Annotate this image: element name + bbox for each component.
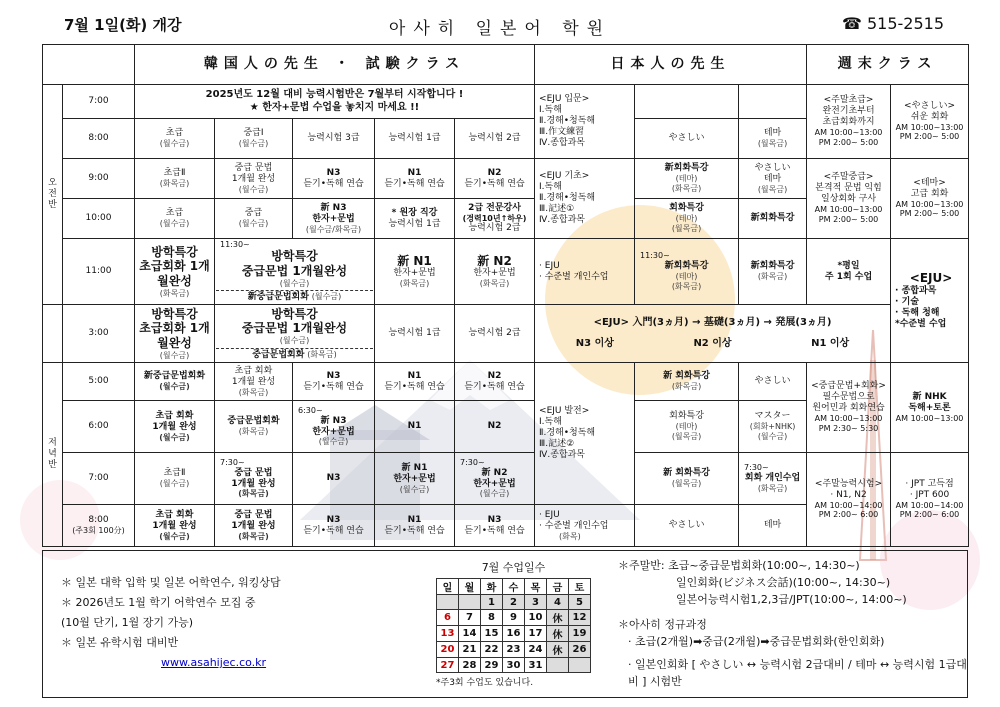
- class-cell: 7:30~ 중급 문법 1개월 완성 (화목금): [215, 453, 293, 505]
- weekday-header: 월: [459, 579, 481, 595]
- calendar-grid: [436, 578, 591, 673]
- calendar-day: 休: [547, 642, 569, 658]
- class-cell: 능력시험 1급: [375, 305, 455, 363]
- calendar-day: 28: [459, 658, 481, 673]
- class-cell: 6:30~ 新 N3 한자+문법 (월수금): [293, 401, 375, 453]
- time-cell: 9:00: [63, 159, 135, 199]
- time-cell: 8:00: [63, 119, 135, 159]
- calendar-day: [569, 658, 591, 673]
- weekend-header: 週末クラス: [807, 45, 969, 85]
- course-path: · 초급(2개월)➡중급(2개월)➡중급문법회화(한인회화): [628, 635, 885, 648]
- class-cell: やさしい: [635, 119, 739, 159]
- class-cell: 중급Ⅰ (월수금): [215, 119, 293, 159]
- calendar-day: 15: [481, 626, 503, 642]
- class-cell: 회화특강 (테마) (월목금): [635, 199, 739, 239]
- calendar-day: 12: [569, 610, 591, 626]
- class-cell: やさしい: [739, 363, 807, 401]
- calendar-day: 24: [525, 642, 547, 658]
- class-cell: 新 N1 한자+문법 (화목금): [375, 239, 455, 305]
- calendar-day: 14: [459, 626, 481, 642]
- class-cell: 新 회화특강 (화목금): [635, 363, 739, 401]
- class-cell: 테마: [739, 505, 807, 547]
- schedule-table: [42, 44, 969, 547]
- japanese-teacher-header: 日本人の先生: [535, 45, 807, 85]
- class-cell: 新회화특강: [739, 199, 807, 239]
- note-item: ＊ 일본 대학 입학 및 일본 어학연수, 워킹상담: [61, 576, 281, 589]
- july-calendar: [436, 559, 591, 688]
- calendar-day: 休: [547, 610, 569, 626]
- class-cell: 초급 (월수금): [135, 119, 215, 159]
- class-cell: 중급문법회화 (화목금): [215, 401, 293, 453]
- morning-side-label: 오 전 반: [43, 85, 63, 305]
- class-cell: 초급 회화 1개월 완성 (월수금): [135, 505, 215, 547]
- class-cell: 新 N1 한자+문법 (월수금): [375, 453, 455, 505]
- weekend-easy-cell: <やさしい> 쉬운 회화 AM 10:00~13:00 PM 2:00~ 5:00: [891, 85, 969, 159]
- class-cell: N2: [455, 401, 535, 453]
- eju-cell: · EJU · 수준별 개인수업 (화목): [535, 505, 635, 547]
- class-cell: N3: [293, 453, 375, 505]
- class-cell: 新회화특강 (테마) (화목금): [635, 159, 739, 199]
- weekend-class-note: 일인회화(ビジネス会話)(10:00~, 14:30~): [676, 576, 891, 589]
- time-cell: 6:00: [63, 401, 135, 453]
- weekend-theme-cell: <테마> 고급 회화 AM 10:00~13:00 PM 2:00~ 5:00: [891, 159, 969, 239]
- note-item: ＊ 2026년도 1월 학기 어학연수 모집 중: [61, 596, 256, 609]
- eju-path-cell: <EJU> 入門(3ヵ月) → 基礎(3ヵ月) → 発展(3ヵ月) N3 이상 N2 이상 N1 이상: [535, 305, 891, 363]
- class-cell: 新 회화특강 (월목금): [635, 453, 739, 505]
- class-cell: 방학특강 초급회화 1개월완성 (월수금): [135, 305, 215, 363]
- class-cell: 초급 회화 1개월 완성 (월수금): [135, 401, 215, 453]
- calendar-day: 16: [503, 626, 525, 642]
- calendar-day: 9: [503, 610, 525, 626]
- eju-intro-cell: <EJU 입문> Ⅰ.독해 Ⅱ.경해•청독해 Ⅲ.作文練習 Ⅳ.종합과목: [535, 85, 635, 159]
- note-item: ＊ 일본 유학시험 대비반: [61, 636, 179, 649]
- class-cell: 11:30~ 방학특강 중급문법 1개월완성 (월수금) 新중급문법회화 (월수금): [215, 239, 375, 305]
- weekday-header: 토: [569, 579, 591, 595]
- time-cell: 7:00: [63, 85, 135, 119]
- class-cell: 7:30~ 新 N2 한자+문법 (월수금): [455, 453, 535, 505]
- time-cell: 5:00: [63, 363, 135, 401]
- calendar-day: [459, 595, 481, 610]
- class-cell: 회화특강 (테마) (월목금): [635, 401, 739, 453]
- class-cell: やさしい 테마 (월목금): [739, 159, 807, 199]
- corner-cell: [43, 45, 135, 85]
- calendar-day: 27: [437, 658, 459, 673]
- class-cell: 新 N2 한자+문법 (화목금): [455, 239, 535, 305]
- calendar-day: 4: [547, 595, 569, 610]
- evening-side-label: 저 녁 반: [43, 363, 63, 547]
- class-cell: 중급 (월수금): [215, 199, 293, 239]
- note-item: (10월 단기, 1월 장기 가능): [61, 616, 194, 629]
- weekend-jpt-cell: · JPT 고득점 · JPT 600 AM 10:00~14:00 PM 2:00~ 6:00: [891, 453, 969, 547]
- notes-list: [61, 573, 281, 673]
- calendar-day: 5: [569, 595, 591, 610]
- calendar-day: 3: [525, 595, 547, 610]
- time-cell: 3:00: [63, 305, 135, 363]
- class-cell: 초급 회화 1개월 완성 (화목금): [215, 363, 293, 401]
- class-cell: 중급 문법 1개월 완성 (월수금): [215, 159, 293, 199]
- weekday-header: 금: [547, 579, 569, 595]
- calendar-day: 23: [503, 642, 525, 658]
- class-cell: マスター (회화+NHK) (월수금): [739, 401, 807, 453]
- class-cell: やさしい: [635, 505, 739, 547]
- weekend-eju-cell: <EJU> · 종합과목 · 기술 · 독해 청해 *수준별 수업: [891, 239, 969, 363]
- weekend-grammar-cell: <중급문법+회화> 필수문법으로 원어민과 회화연습 AM 10:00~13:00 PM 2:30~ 5:30: [807, 363, 891, 453]
- calendar-day: 26: [569, 642, 591, 658]
- class-cell: 新회화특강 (화목금): [739, 239, 807, 305]
- korean-teacher-header: 韓国人の先生 ・ 試験クラス: [135, 45, 535, 85]
- calendar-note: *주3회 수업도 있습니다.: [436, 678, 534, 688]
- time-cell: 10:00: [63, 199, 135, 239]
- class-cell: * 원장 직강 능력시험 1급: [375, 199, 455, 239]
- calendar-day: 20: [437, 642, 459, 658]
- calendar-day: 31: [525, 658, 547, 673]
- class-cell: N1 듣기•독해 연습: [375, 363, 455, 401]
- class-cell: 능력시험 1급: [375, 119, 455, 159]
- time-cell: 11:00: [63, 239, 135, 305]
- calendar-day: 10: [525, 610, 547, 626]
- class-cell: 新 N3 한자+문법 (월수금/화목금): [293, 199, 375, 239]
- calendar-day: [437, 595, 459, 610]
- class-cell: N1 듣기•독해 연습: [375, 505, 455, 547]
- calendar-day: [547, 658, 569, 673]
- weekday-header: 수: [503, 579, 525, 595]
- weekend-intermediate-cell: <주말중급> 본격적 문법 익힘 일상회화 구사 AM 10:00~13:00 PM 2:00~ 5:00: [807, 159, 891, 239]
- class-cell: 방학특강 초급회화 1개월완성 (화목금): [135, 239, 215, 305]
- calendar-day: 8: [481, 610, 503, 626]
- time-cell: 8:00 (주3회 100分): [63, 505, 135, 547]
- empty-cell: [739, 85, 807, 119]
- calendar-day: 1: [481, 595, 503, 610]
- class-cell: N3 듣기•독해 연습: [293, 363, 375, 401]
- regular-course-title: ＊아사히 정규과정: [618, 618, 707, 631]
- class-cell: 新중급문법회화 (월수금): [135, 363, 215, 401]
- calendar-day: 2: [503, 595, 525, 610]
- eju-advanced-cell: <EJU 발전> Ⅰ.독해 Ⅱ.경해•청독해 Ⅲ.記述② Ⅳ.종합과목: [535, 363, 635, 505]
- class-cell: N2 듣기•독해 연습: [455, 363, 535, 401]
- class-cell: N3 듣기•독해 연습: [293, 505, 375, 547]
- class-cell: N2 듣기•독해 연습: [455, 159, 535, 199]
- weekend-class-note: 일본어능력시험1,2,3급/JPT(10:00~, 14:00~): [676, 593, 907, 606]
- calendar-day: 29: [481, 658, 503, 673]
- class-cell: 테마 (월목금): [739, 119, 807, 159]
- calendar-day: 17: [525, 626, 547, 642]
- calendar-day: 6: [437, 610, 459, 626]
- class-cell: 능력시험 2급: [455, 119, 535, 159]
- class-cell: 능력시험 3급: [293, 119, 375, 159]
- weekend-jlpt-cell: <주말능력시험> · N1, N2 AM 10:00~14:00 PM 2:00~ 6:00: [807, 453, 891, 547]
- weekend-class-note: ＊주말반: 초급~중급문법회화(10:00~, 14:30~): [618, 559, 860, 572]
- calendar-day: 30: [503, 658, 525, 673]
- course-notes: [618, 557, 967, 690]
- school-name: 아사히 일본어 학원: [388, 19, 612, 39]
- class-cell: N3 듣기•독해 연습: [455, 505, 535, 547]
- calendar-title: 7월 수업일수: [481, 561, 546, 574]
- eju-basic-cell: <EJU 기초> Ⅰ.독해 Ⅱ.경해•청독해 Ⅲ.記述① Ⅳ.종합과목: [535, 159, 635, 239]
- class-cell: 중급 문법 1개월 완성 (화목금): [215, 505, 293, 547]
- info-section: [42, 550, 968, 698]
- calendar-day: 休: [547, 626, 569, 642]
- class-cell: 7:30~ 회화 개인수업 (화목금): [739, 453, 807, 505]
- exam-banner: 2025년도 12월 대비 능력시험반은 7월부터 시작합니다 ! ★ 한자+문법 수업을 놓치지 마세요 !!: [135, 85, 535, 119]
- open-date: 7월 1일(화) 개강: [64, 16, 182, 34]
- eju-cell: · EJU · 수준별 개인수업: [535, 239, 635, 305]
- phone-number: ☎ 515-2515: [841, 14, 944, 33]
- class-cell: 2급 전문강사 (경력10년↑하우) 능력시험 2급: [455, 199, 535, 239]
- calendar-day: 13: [437, 626, 459, 642]
- weekday-header: 화: [481, 579, 503, 595]
- weekend-nhk-cell: 新 NHK 독해+토론 AM 10:00~13:00: [891, 363, 969, 453]
- class-cell: 초급 (월수금): [135, 199, 215, 239]
- calendar-day: 7: [459, 610, 481, 626]
- calendar-day: 22: [481, 642, 503, 658]
- empty-cell: [635, 85, 739, 119]
- calendar-day: 19: [569, 626, 591, 642]
- class-cell: 11:30~ 新회화특강 (테마) (화목금): [635, 239, 739, 305]
- class-cell: 초급Ⅱ (화목금): [135, 159, 215, 199]
- course-path: · 일본인회화 [ やさしい ↔ 능력시험 2급대비 / 테마 ↔ 능력시험 1급대비 ] 시험반: [628, 658, 967, 688]
- class-cell: 초급Ⅱ (월수금): [135, 453, 215, 505]
- time-cell: 7:00: [63, 453, 135, 505]
- class-cell: N1: [375, 401, 455, 453]
- class-cell: 능력시험 2급: [455, 305, 535, 363]
- weekday-header: 목: [525, 579, 547, 595]
- weekday-header: 일: [437, 579, 459, 595]
- calendar-day: 21: [459, 642, 481, 658]
- class-cell: 방학특강 중급문법 1개월완성 (월수금) 중급문법회화 (화목금): [215, 305, 375, 363]
- weekday-note-cell: *평일 주 1회 수업: [807, 239, 891, 305]
- website-link[interactable]: www.asahijec.co.kr: [161, 656, 267, 669]
- side-gap-cell: [43, 305, 63, 363]
- weekend-beginner-cell: <주말초급> 완전기초부터 초급회화까지 AM 10:00~13:00 PM 2:00~ 5:00: [807, 85, 891, 159]
- class-cell: N1 듣기•독해 연습: [375, 159, 455, 199]
- class-cell: N3 듣기•독해 연습: [293, 159, 375, 199]
